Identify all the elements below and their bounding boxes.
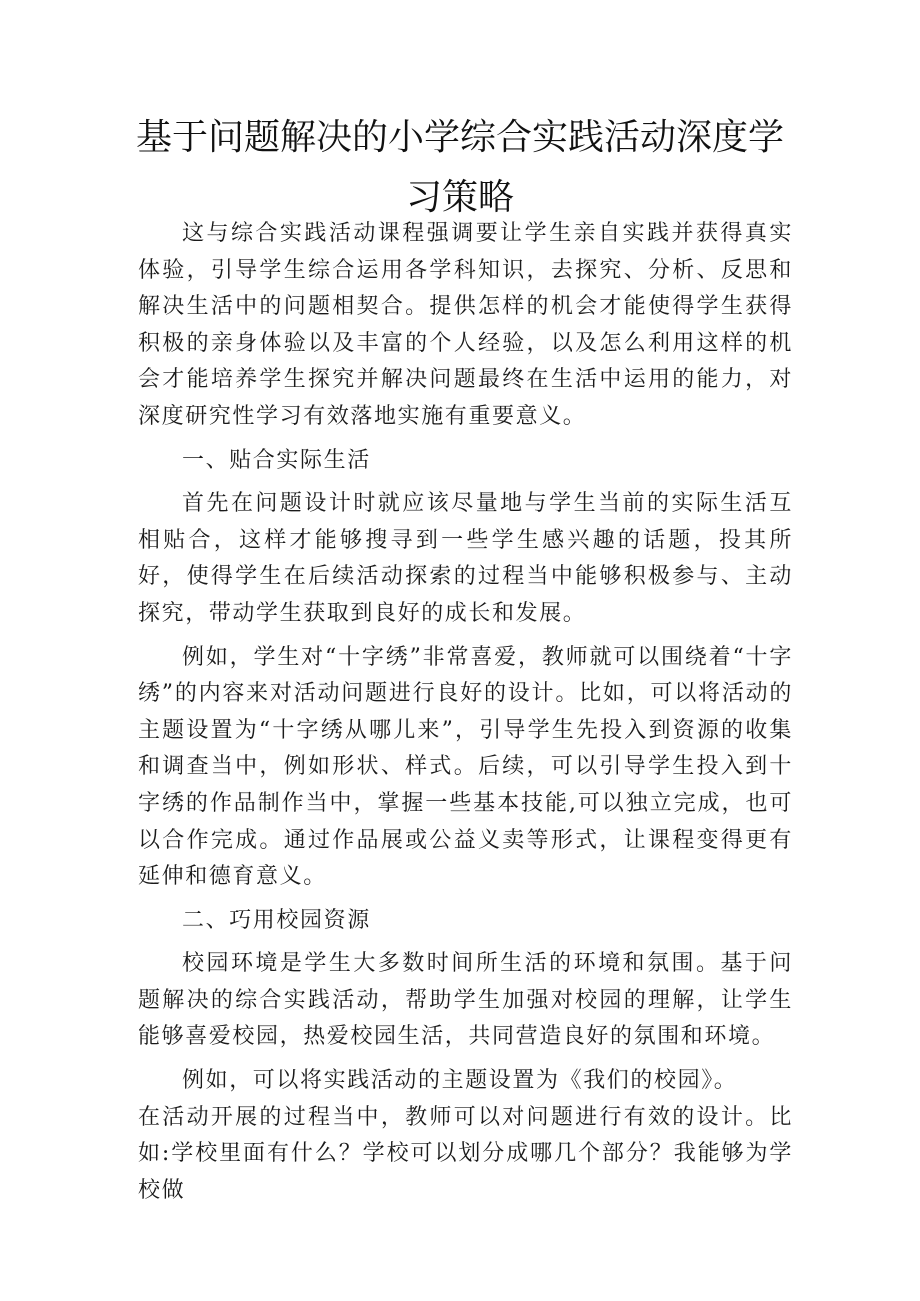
document-title bbox=[100, 108, 820, 228]
paragraph-section2-1: 校园环境是学生大多数时间所生活的环境和氛围。基于问题解决的综合实践活动，帮助学生加强对校园的理解，让学生能够喜爱校园，热爱校园生活，共同营造良好的氛围和环境。 bbox=[138, 951, 793, 1050]
paragraph-section2-3: 在活动开展的过程当中，教师可以对问题进行有效的设计。比如:学校里面有什么？学校可以划分成哪几个部分？我能够为学校做 bbox=[138, 1104, 793, 1203]
document-body bbox=[138, 216, 793, 1209]
paragraph-section2-2: 例如，可以将实践活动的主题设置为《我们的校园》。 bbox=[182, 1068, 738, 1094]
section-heading-1: 一、贴合实际生活 bbox=[182, 447, 371, 473]
paragraph-intro: 这与综合实践活动课程强调要让学生亲自实践并获得真实体验，引导学生综合运用各学科知识，去探究、分析、反思和解决生活中的问题相契合。提供怎样的机会才能使得学生获得积极的亲身体验以及丰富的个人经验，以及怎么利用这样的机会才能培养学生探究并解决问题最终在生活中运用的能力，对深度研究性学习有效落地实施有重要意义。 bbox=[138, 221, 793, 429]
section-heading-2: 二、巧用校园资源 bbox=[182, 907, 371, 933]
title-line-2: 习策略 bbox=[405, 177, 514, 218]
paragraph-section1-1: 首先在问题设计时就应该尽量地与学生当前的实际生活互相贴合，这样才能够搜寻到一些学生感兴趣的话题，投其所好，使得学生在后续活动探索的过程当中能够积极参与、主动探究，带动学生获取到良好的成长和发展。 bbox=[138, 491, 793, 626]
title-line-1: 基于问题解决的小学综合实践活动深度学 bbox=[135, 117, 784, 158]
paragraph-section1-2: 例如，学生对“十字绣”非常喜爱，教师就可以围绕着“十字绣”的内容来对活动问题进行良好的设计。比如，可以将活动的主题设置为“十字绣从哪儿来”，引导学生先投入到资源的收集和调查当中，例如形状、样式。后续，可以引导学生投入到十字绣的作品制作当中，掌握一些基本技能,可以独立完成，也可以合作完成。通过作品展或公益义卖等形式，让课程变得更有延伸和德育意义。 bbox=[138, 644, 793, 890]
